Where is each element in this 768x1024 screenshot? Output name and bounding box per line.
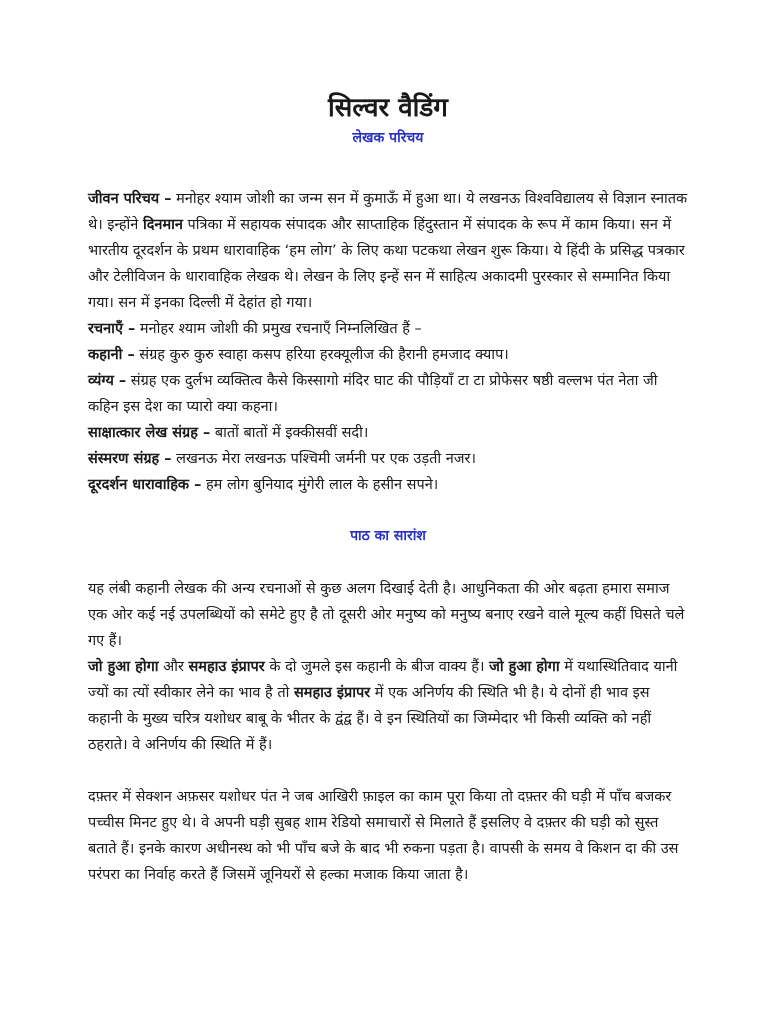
phrase-somehow-improper-2: समहाउ इंप्रापर [293,685,371,701]
stories-label: कहानी – [88,347,135,363]
summary-p2-text-3: में यथास्थितिवाद यानी ज्यों का त्यों स्वीकार लेने का भाव है तो [88,659,678,701]
interviews-text: बातों बातों में इक्कीसवीं सदी। [210,425,369,441]
summary-paragraph-1: यह लंबी कहानी लेखक की अन्य रचनाओं से कुछ अलग दिखाई देती है। आधुनिकता की ओर बढ़ता हमारा समाज एक ओर कई नई उपलब्धियों को समेटे हुए है तो दूसरी ओर मनुष्य को मनुष्य बनाए रखने वाले मूल्य कहीं घिसते चले गए हैं। [88,581,685,649]
memoirs-text: लखनऊ मेरा लखनऊ पश्चिमी जर्मनी पर एक उड़ती नजर। [171,451,476,467]
summary-p2-text-2: के दो जुमले इस कहानी के बीज वाक्य हैं। [264,659,490,675]
interviews-label: साक्षात्कार लेख संग्रह – [88,425,211,441]
satire-label: व्यंग्य – [88,373,127,389]
summary-paragraph-2 [88,654,688,758]
phrase-jo-hua-hoga-1: जो हुआ होगा [88,659,159,675]
satire-paragraph [88,368,688,420]
tv-paragraph [88,472,688,498]
tv-text: हम लोग बुनियाद मुंगेरी लाल के हसीन सपने। [201,477,439,493]
phrase-somehow-improper-1: समहाउ इंप्रापर [188,659,265,675]
bio-bold-dinman: दिनमान [142,217,183,233]
stories-text: संग्रह कुरु कुरु स्वाहा कसप हरिया हरक्यूलीज की हैरानी हमजाद क्याप। [134,347,509,363]
author-intro-heading: लेखक परिचय [352,130,424,146]
works-paragraph [88,316,688,342]
memoirs-label: संस्मरण संग्रह – [88,451,172,467]
page-title: सिल्वर वैडिंग [328,93,448,123]
interviews-paragraph [88,420,688,446]
summary-p2-text-1: और [158,659,189,675]
works-text: मनोहर श्याम जोशी की प्रमुख रचनाएँ निम्नलिखित हैं – [135,321,422,337]
satire-text: संग्रह एक दुर्लभ व्यक्तित्व कैसे किस्सागो मंदिर घाट की पौड़ियाँ टा टा प्रोफेसर षष्ठी वल्लभ पंत नेता जी कहिन इस देश का प्यारो क्या कहना। [88,373,658,415]
bio-text-1: मनोहर श्याम जोशी का जन्म सन में कुमाऊँ में हुआ था। ये लखनऊ विश्वविद्यालय से विज्ञान स्नातक थे। इन्होंने [88,191,688,233]
tv-label: दूरदर्शन धारावाहिक – [88,477,202,493]
memoirs-paragraph [88,446,688,472]
bio-text-2: पत्रिका में सहायक संपादक और साप्ताहिक हिंदुस्तान में संपादक के रूप में काम किया। सन में भारतीय दूरदर्शन के प्रथम धारावाहिक ‘हम लोग’ के लिए कथा पटकथा लेखन शुरू किया। ये हिंदी के प्रसिद्ध पत्रकार और टेलीविजन के धारावाहिक लेखक थे। लेखन के लिए इन्हें सन में साहित्य अकादमी पुरस्कार से सम्मानित किया गया। सन में इनका दिल्ली में देहांत हो गया। [88,217,685,311]
bio-paragraph [88,186,688,316]
phrase-jo-hua-hoga-2: जो हुआ होगा [489,659,560,675]
stories-paragraph [88,342,688,368]
works-label: रचनाएँ – [88,321,136,337]
summary-p2-text-4: में एक अनिर्णय की स्थिति भी है। ये दोनों ही भाव इस कहानी के मुख्य चरित्र यशोधर बाबू के भीतर के द्वंद्व हैं। वे इन स्थितियों का जिम्मेदार भी किसी व्यक्ति को नहीं ठहराते। वे अनिर्णय की स्थिति में हैं। [88,685,652,753]
summary-paragraph-3: दफ़्तर में सेक्शन अफ़सर यशोधर पंत ने जब आखिरी फ़ाइल का काम पूरा किया तो दफ़्तर की घड़ी में पाँच बजकर पच्चीस मिनट हुए थे। वे अपनी घड़ी सुबह शाम रेडियो समाचारों से मिलाते हैं इसलिए वे दफ़्तर की घड़ी को सुस्त बताते हैं। इनके कारण अधीनस्थ को भी पाँच बजे के बाद भी रुकना पड़ता है। वापसी के समय वे किशन दा की उस परंपरा का निर्वाह करते हैं जिसमें जूनियरों से हल्का मजाक किया जाता है। [88,789,679,883]
summary-heading: पाठ का सारांश [350,528,426,544]
bio-label: जीवन परिचय – [88,191,172,207]
